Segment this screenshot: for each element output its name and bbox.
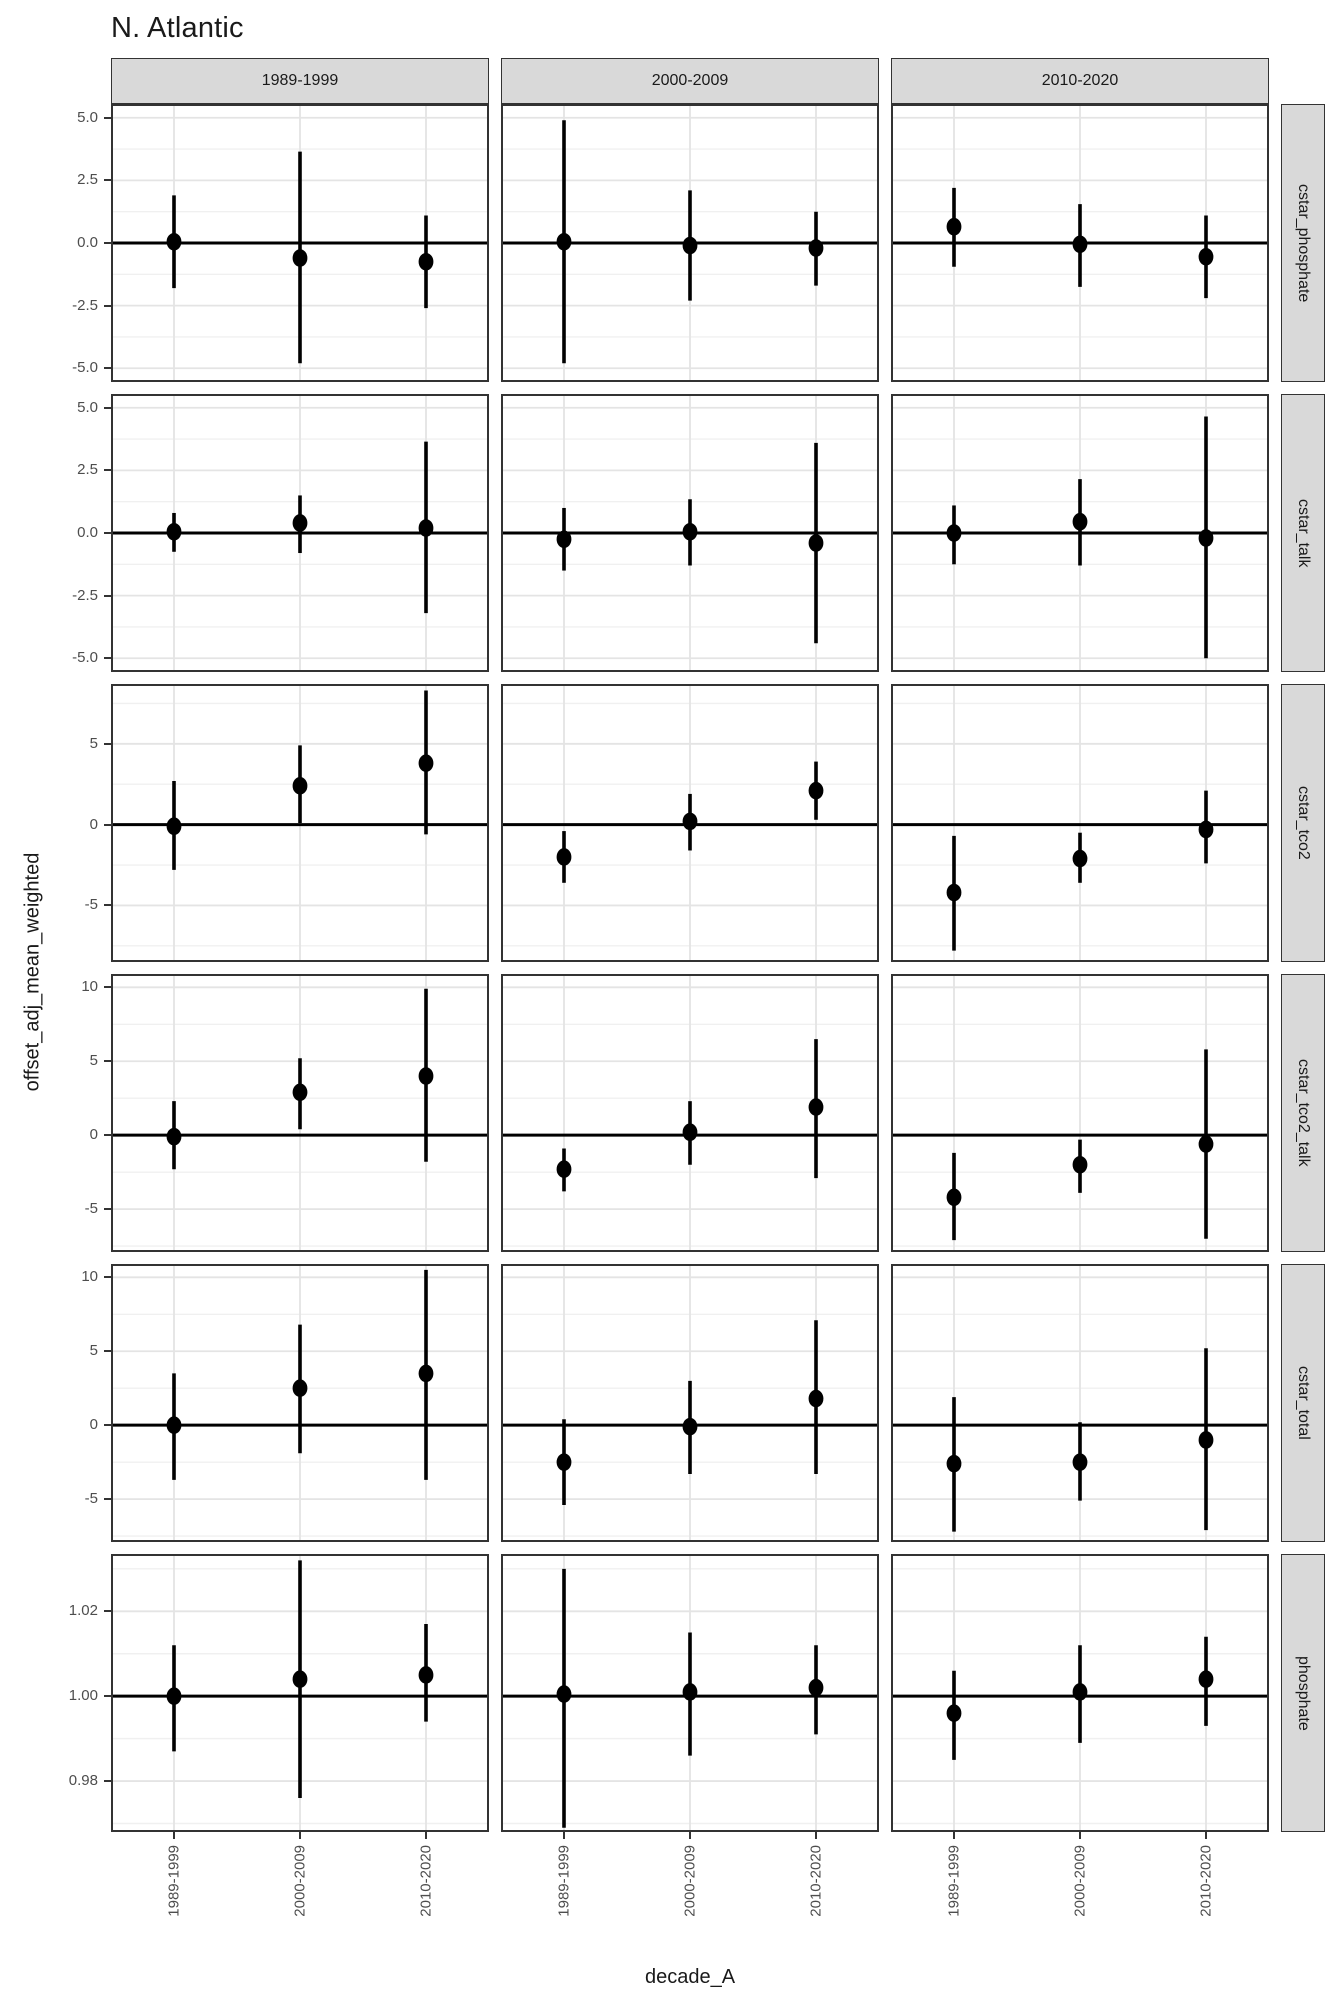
facet-panel: [891, 1554, 1269, 1832]
y-axis-gutter: [0, 104, 111, 382]
data-point: [167, 817, 182, 835]
data-point: [947, 524, 962, 542]
data-point: [167, 233, 182, 251]
data-point: [947, 218, 962, 236]
column-facet-label: 2000-2009: [651, 72, 729, 89]
y-tick-label: 2.5: [77, 461, 98, 479]
column-facet-strip: [111, 58, 489, 104]
y-tick-label: -5: [84, 1490, 98, 1508]
data-point: [557, 233, 572, 251]
column-facet-strip: [501, 58, 879, 104]
x-tick-label: 2000-2009: [681, 1845, 699, 1917]
y-tick-label: 5: [89, 1342, 98, 1360]
y-tick-label: 0: [89, 1126, 98, 1144]
data-point: [557, 1685, 572, 1703]
data-point: [167, 1128, 182, 1146]
x-tick-mark: [815, 1832, 817, 1839]
data-point: [683, 1683, 698, 1701]
x-tick-label: 2000-2009: [291, 1845, 309, 1917]
facet-grid: [0, 58, 1344, 1998]
x-tick-mark: [299, 1832, 301, 1839]
x-tick-mark: [563, 1832, 565, 1839]
y-tick-label: 0.0: [77, 524, 98, 542]
data-point: [1199, 1431, 1214, 1449]
y-tick-label: 0.98: [68, 1772, 98, 1790]
x-tick-label: 1989-1999: [945, 1845, 963, 1917]
panel-plot: [891, 104, 1269, 382]
y-tick-mark: [104, 469, 111, 471]
data-point: [1199, 248, 1214, 266]
data-point: [167, 1416, 182, 1434]
x-tick-mark: [689, 1832, 691, 1839]
row-facet-label: cstar_talk: [1295, 498, 1312, 568]
y-tick-mark: [104, 179, 111, 181]
x-tick-label: 2010-2020: [1197, 1845, 1215, 1917]
panel-plot: [891, 394, 1269, 672]
y-axis-gutter: [0, 1264, 111, 1542]
panel-plot: [891, 974, 1269, 1252]
row-facet-strip: [1281, 974, 1325, 1252]
facet-panel: [501, 684, 879, 962]
panel-plot: [111, 1264, 489, 1542]
y-tick-label: 0: [89, 815, 98, 833]
x-tick-mark: [173, 1832, 175, 1839]
data-point: [947, 1188, 962, 1206]
row-facet-strip: [1281, 1554, 1325, 1832]
figure-title: N. Atlantic: [111, 12, 244, 44]
data-point: [1073, 1453, 1088, 1471]
panel-plot: [891, 1554, 1269, 1832]
data-point: [683, 523, 698, 541]
data-point: [419, 754, 434, 772]
y-tick-mark: [104, 1498, 111, 1500]
panel-plot: [891, 1264, 1269, 1542]
data-point: [1199, 1670, 1214, 1688]
y-tick-label: -2.5: [72, 586, 98, 604]
y-tick-label: 0.0: [77, 234, 98, 252]
y-tick-mark: [104, 1610, 111, 1612]
facet-panel: [891, 1264, 1269, 1542]
column-facet-strip: [891, 58, 1269, 104]
y-tick-mark: [104, 117, 111, 119]
data-point: [293, 514, 308, 532]
data-point: [557, 530, 572, 548]
y-axis-gutter: [0, 684, 111, 962]
y-tick-mark: [104, 1060, 111, 1062]
data-point: [1073, 850, 1088, 868]
row-facet-strip: [1281, 394, 1325, 672]
y-tick-mark: [104, 986, 111, 988]
y-axis-gutter: [0, 394, 111, 672]
data-point: [809, 1098, 824, 1116]
data-point: [1199, 1135, 1214, 1153]
data-point: [809, 1679, 824, 1697]
data-point: [1073, 235, 1088, 253]
y-tick-mark: [104, 367, 111, 369]
facet-panel: [501, 1264, 879, 1542]
facet-panel: [111, 104, 489, 382]
data-point: [809, 239, 824, 257]
y-tick-label: 2.5: [77, 171, 98, 189]
data-point: [167, 1687, 182, 1705]
facet-panel: [891, 394, 1269, 672]
facet-panel: [111, 394, 489, 672]
y-tick-label: -5: [84, 896, 98, 914]
data-point: [293, 777, 308, 795]
x-axis-labels: [891, 1832, 1269, 1954]
x-axis-labels: [501, 1832, 879, 1954]
facet-panel: [891, 684, 1269, 962]
y-tick-mark: [104, 657, 111, 659]
panel-plot: [111, 974, 489, 1252]
y-tick-mark: [104, 1276, 111, 1278]
data-point: [293, 1379, 308, 1397]
panel-plot: [891, 684, 1269, 962]
y-tick-label: 5: [89, 1052, 98, 1070]
data-point: [557, 1160, 572, 1178]
y-tick-mark: [104, 904, 111, 906]
x-tick-label: 2010-2020: [417, 1845, 435, 1917]
row-facet-label: cstar_tco2: [1295, 786, 1312, 860]
x-tick-mark: [1205, 1832, 1207, 1839]
data-point: [1073, 1683, 1088, 1701]
facet-panel: [891, 104, 1269, 382]
facet-panel: [501, 104, 879, 382]
row-facet-strip: [1281, 104, 1325, 382]
y-axis-title: offset_adj_mean_weighted: [21, 852, 44, 1092]
y-tick-mark: [104, 305, 111, 307]
x-tick-label: 1989-1999: [555, 1845, 573, 1917]
facet-panel: [111, 1554, 489, 1832]
y-tick-label: 5.0: [77, 108, 98, 126]
data-point: [809, 534, 824, 552]
panel-plot: [501, 974, 879, 1252]
row-facet-label: cstar_total: [1295, 1366, 1312, 1440]
x-tick-mark: [953, 1832, 955, 1839]
y-tick-mark: [104, 532, 111, 534]
data-point: [419, 253, 434, 271]
x-tick-mark: [425, 1832, 427, 1839]
row-facet-label: cstar_phosphate: [1295, 183, 1312, 303]
x-tick-mark: [1079, 1832, 1081, 1839]
y-tick-label: 1.00: [68, 1687, 98, 1705]
y-tick-label: 10: [81, 978, 98, 996]
y-tick-label: 5.0: [77, 398, 98, 416]
facet-panel: [501, 394, 879, 672]
row-facet-strip: [1281, 684, 1325, 962]
data-point: [1073, 513, 1088, 531]
panel-plot: [111, 1554, 489, 1832]
data-point: [683, 1123, 698, 1141]
data-point: [1199, 529, 1214, 547]
data-point: [557, 848, 572, 866]
y-tick-mark: [104, 1350, 111, 1352]
data-point: [293, 1083, 308, 1101]
panel-plot: [501, 684, 879, 962]
data-point: [419, 1666, 434, 1684]
panel-plot: [501, 1554, 879, 1832]
panel-plot: [111, 394, 489, 672]
data-point: [419, 1067, 434, 1085]
facet-panel: [501, 1554, 879, 1832]
panel-plot: [111, 104, 489, 382]
y-tick-mark: [104, 407, 111, 409]
data-point: [419, 519, 434, 537]
y-tick-label: 10: [81, 1268, 98, 1286]
data-point: [293, 249, 308, 267]
panel-plot: [501, 104, 879, 382]
y-tick-label: -5: [84, 1200, 98, 1218]
y-tick-label: 5: [89, 734, 98, 752]
panel-plot: [501, 394, 879, 672]
x-axis-labels: [111, 1832, 489, 1954]
y-tick-mark: [104, 1424, 111, 1426]
data-point: [683, 237, 698, 255]
y-tick-mark: [104, 1208, 111, 1210]
y-axis-gutter: [0, 1554, 111, 1832]
x-tick-label: 2000-2009: [1071, 1845, 1089, 1917]
facet-panel: [501, 974, 879, 1252]
y-tick-label: 1.02: [68, 1602, 98, 1620]
facet-panel: [891, 974, 1269, 1252]
facet-panel: [111, 684, 489, 962]
y-tick-mark: [104, 743, 111, 745]
facet-panel: [111, 1264, 489, 1542]
y-tick-label: 0: [89, 1416, 98, 1434]
row-facet-label: phosphate: [1295, 1655, 1312, 1731]
y-tick-mark: [104, 824, 111, 826]
column-facet-label: 2010-2020: [1041, 72, 1119, 89]
x-tick-label: 2010-2020: [807, 1845, 825, 1917]
panel-plot: [111, 684, 489, 962]
panel-plot: [501, 1264, 879, 1542]
data-point: [683, 1418, 698, 1436]
column-facet-label: 1989-1999: [261, 72, 339, 89]
data-point: [1199, 821, 1214, 839]
y-axis-gutter: [0, 974, 111, 1252]
y-tick-label: -2.5: [72, 296, 98, 314]
row-facet-strip: [1281, 1264, 1325, 1542]
data-point: [809, 782, 824, 800]
data-point: [557, 1453, 572, 1471]
data-point: [947, 884, 962, 902]
y-tick-label: -5.0: [72, 649, 98, 667]
y-tick-mark: [104, 1695, 111, 1697]
x-axis-title: decade_A: [644, 1966, 736, 1988]
x-tick-label: 1989-1999: [165, 1845, 183, 1917]
data-point: [683, 813, 698, 831]
y-tick-mark: [104, 1780, 111, 1782]
data-point: [419, 1365, 434, 1383]
y-tick-mark: [104, 1134, 111, 1136]
data-point: [1073, 1156, 1088, 1174]
data-point: [809, 1390, 824, 1408]
facet-panel: [111, 974, 489, 1252]
y-tick-label: -5.0: [72, 359, 98, 377]
data-point: [293, 1670, 308, 1688]
data-point: [947, 1704, 962, 1722]
y-tick-mark: [104, 595, 111, 597]
data-point: [167, 523, 182, 541]
y-tick-mark: [104, 242, 111, 244]
data-point: [947, 1455, 962, 1473]
row-facet-label: cstar_tco2_talk: [1295, 1059, 1312, 1167]
